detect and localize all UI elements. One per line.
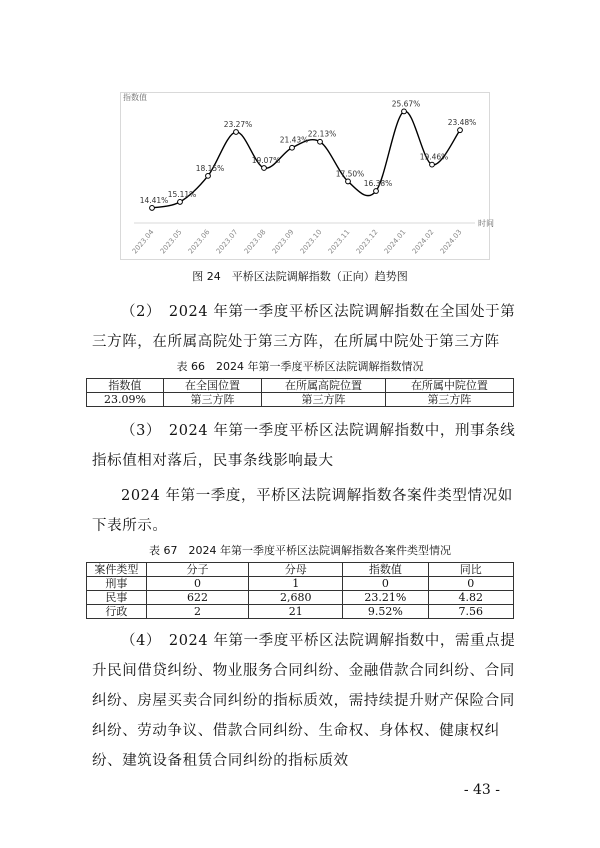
- table-67: [86, 562, 514, 619]
- page-number: - 43 -: [463, 782, 500, 798]
- paragraph-body: 2024 年第一季度，平桥区法院调解指数各案件类型情况如下表所示。: [92, 488, 513, 534]
- table-row: [87, 605, 514, 619]
- data-label: 14.41%: [139, 195, 169, 205]
- table-row: [87, 577, 514, 591]
- x-tick-label: 2024.01: [382, 228, 408, 256]
- table-cell: 刑事: [87, 577, 147, 591]
- table-header-cell: 在所属中院位置: [385, 379, 513, 393]
- data-label: 21.43%: [279, 135, 309, 145]
- table-cell: 0: [343, 577, 428, 591]
- data-point: [178, 200, 183, 205]
- table-cell: 行政: [87, 605, 147, 619]
- table-cell: 第三方阵: [262, 393, 386, 407]
- data-point: [262, 166, 267, 171]
- table-header-cell: 同比: [428, 563, 513, 577]
- table-cell: 7.56: [428, 605, 513, 619]
- table-header-row: [87, 563, 514, 577]
- data-point: [458, 128, 463, 133]
- data-label: 22.13%: [307, 129, 337, 139]
- trend-chart-svg: [120, 92, 494, 260]
- x-tick-label: 2023.12: [354, 228, 380, 256]
- table-cell: 4.82: [428, 591, 513, 605]
- data-point: [234, 130, 239, 135]
- x-tick-label: 2023.07: [214, 228, 240, 256]
- table-cell: 23.21%: [343, 591, 428, 605]
- data-label: 19.46%: [419, 152, 449, 162]
- data-point: [374, 189, 379, 194]
- paragraph-3: （3） 2024 年第一季度平桥区法院调解指数中，刑事条线指标值相对落后，民事条线影响最大: [92, 423, 516, 469]
- data-point: [402, 109, 407, 114]
- trend-chart: [120, 92, 494, 260]
- y-axis-label: 指数值: [123, 93, 147, 102]
- x-tick-label: 2024.03: [438, 228, 464, 256]
- x-tick-label: 2023.05: [158, 228, 184, 256]
- table-cell: 1: [249, 577, 343, 591]
- table-header-cell: 指数值: [87, 379, 164, 393]
- x-tick-label: 2024.02: [410, 228, 436, 256]
- table-cell: 21: [249, 605, 343, 619]
- paragraph-2: （2） 2024 年第一季度平桥区法院调解指数在全国处于第三方阵，在所属高院处于第三方阵，在所属中院处于第三方阵: [92, 304, 516, 350]
- data-point: [346, 179, 351, 184]
- x-tick-label: 2023.10: [298, 228, 324, 256]
- table-cell: 9.52%: [343, 605, 428, 619]
- table-header-cell: 在全国位置: [163, 379, 261, 393]
- data-label: 19.07%: [251, 155, 281, 165]
- x-tick-label: 2023.04: [130, 228, 156, 256]
- data-label: 17.50%: [335, 169, 365, 179]
- table-header-row: [87, 379, 514, 393]
- data-label: 25.67%: [391, 99, 421, 109]
- data-label: 23.27%: [223, 119, 253, 129]
- table-cell: 622: [146, 591, 248, 605]
- table-66: [86, 378, 514, 407]
- x-axis-label: 时间: [478, 219, 494, 228]
- table-header-cell: 分子: [146, 563, 248, 577]
- table-cell: 第三方阵: [163, 393, 261, 407]
- series-line: [152, 111, 460, 208]
- table-cell: 2: [146, 605, 248, 619]
- table-header-cell: 分母: [249, 563, 343, 577]
- figure-caption: 图 24 平桥区法院调解指数（正向）趋势图: [192, 270, 408, 283]
- data-label: 15.11%: [167, 189, 197, 199]
- x-tick-label: 2023.06: [186, 228, 212, 256]
- data-point: [290, 145, 295, 150]
- data-point: [150, 206, 155, 211]
- table-header-cell: 在所属高院位置: [262, 379, 386, 393]
- table-66-caption: 表 66 2024 年第一季度平桥区法院调解指数情况: [176, 360, 424, 373]
- paragraph-4: （4） 2024 年第一季度平桥区法院调解指数中，需重点提升民间借贷纠纷、物业服务合同纠纷、金融借款合同纠纷、合同纠纷、房屋买卖合同纠纷的指标质效，需持续提升财产保险合同纠纷、劳动争议、借款合同纠纷、生命权、身体权、健康权纠纷、建筑设备租赁合同纠纷的指标质效: [92, 633, 516, 769]
- data-point: [206, 173, 211, 178]
- table-row: [87, 393, 514, 407]
- data-point: [318, 139, 323, 144]
- x-tick-label: 2023.08: [242, 228, 268, 256]
- x-tick-label: 2023.11: [326, 228, 352, 256]
- table-row: [87, 591, 514, 605]
- table-cell: 0: [428, 577, 513, 591]
- data-label: 18.15%: [195, 163, 225, 173]
- table-cell: 民事: [87, 591, 147, 605]
- data-label: 23.48%: [447, 118, 477, 128]
- table-header-cell: 案件类型: [87, 563, 147, 577]
- table-cell: 第三方阵: [385, 393, 513, 407]
- table-header-cell: 指数值: [343, 563, 428, 577]
- table-cell: 23.09%: [87, 393, 164, 407]
- x-tick-label: 2023.09: [270, 228, 296, 256]
- table-67-caption: 表 67 2024 年第一季度平桥区法院调解指数各案件类型情况: [149, 544, 451, 557]
- data-label: 16.38%: [363, 179, 393, 189]
- table-cell: 2,680: [249, 591, 343, 605]
- table-cell: 0: [146, 577, 248, 591]
- data-point: [430, 162, 435, 167]
